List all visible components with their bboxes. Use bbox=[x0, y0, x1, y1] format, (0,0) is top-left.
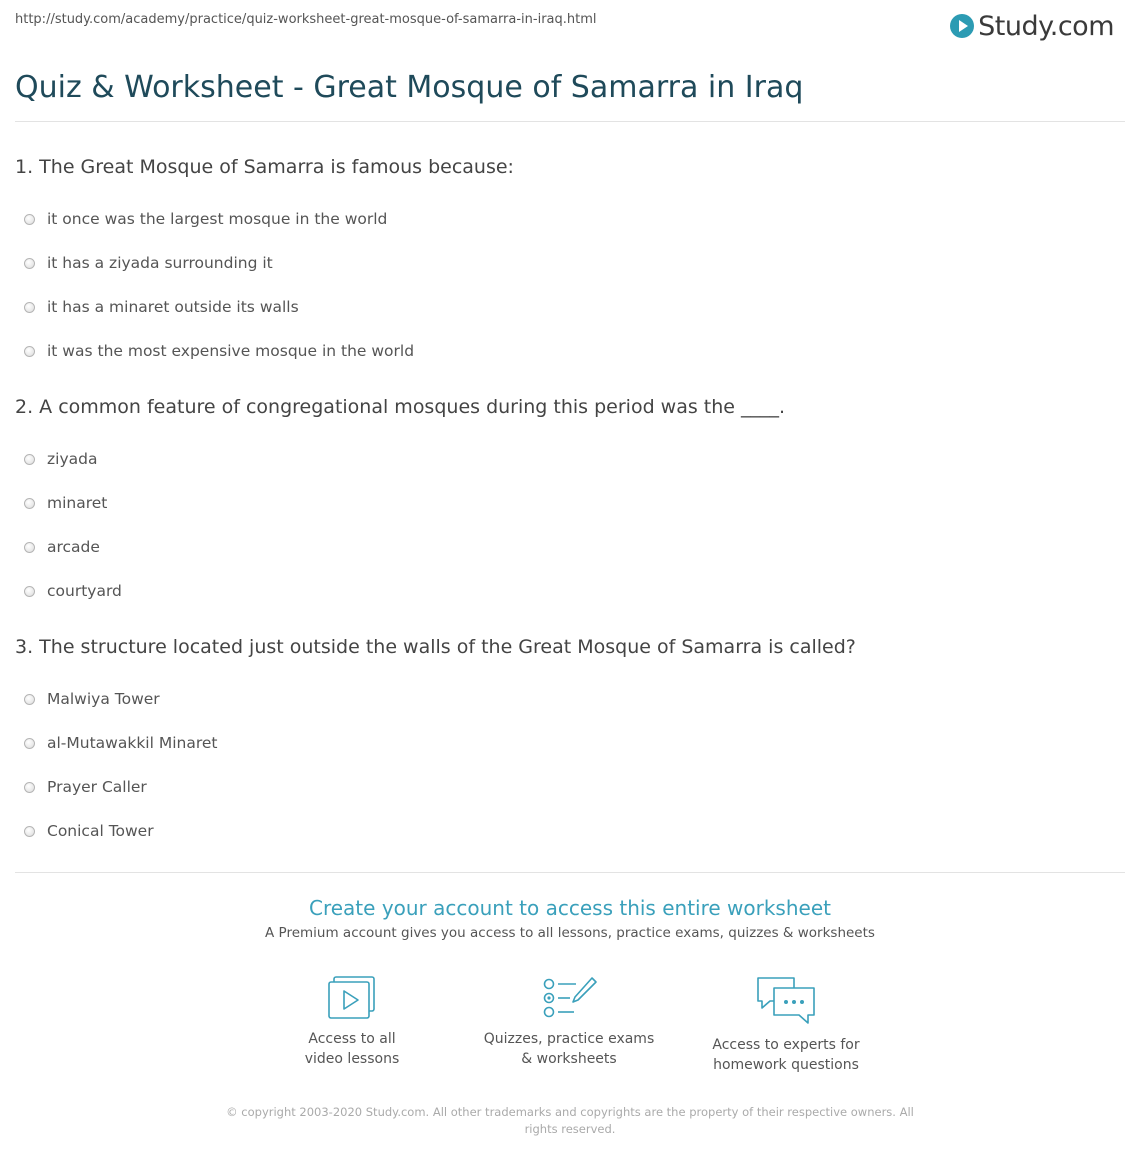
radio-button[interactable] bbox=[24, 826, 35, 837]
answer-option[interactable] bbox=[15, 197, 1125, 241]
answer-label: arcade bbox=[47, 538, 100, 556]
play-circle-icon bbox=[950, 14, 974, 38]
question-2 bbox=[15, 394, 1125, 613]
radio-button[interactable] bbox=[24, 214, 35, 225]
feature-experts bbox=[686, 975, 886, 1075]
checklist-icon bbox=[540, 975, 598, 1021]
answer-label: it once was the largest mosque in the world bbox=[47, 210, 388, 228]
answer-option[interactable] bbox=[15, 481, 1125, 525]
answer-label: it has a ziyada surrounding it bbox=[47, 254, 273, 272]
answer-label: al-Mutawakkil Minaret bbox=[47, 734, 218, 752]
title-divider bbox=[15, 121, 1125, 122]
answer-option[interactable] bbox=[15, 677, 1125, 721]
answer-option[interactable] bbox=[15, 765, 1125, 809]
answer-option[interactable] bbox=[15, 525, 1125, 569]
feature-video-lessons bbox=[252, 975, 452, 1069]
premium-features bbox=[0, 975, 1140, 1085]
question-3 bbox=[15, 634, 1125, 853]
logo-text: Study.com bbox=[978, 10, 1114, 42]
feature-label: Access to experts for homework questions bbox=[712, 1037, 860, 1073]
radio-button[interactable] bbox=[24, 738, 35, 749]
question-text: 2. A common feature of congregational mosques during this period was the ____. bbox=[15, 396, 786, 418]
answer-label: it was the most expensive mosque in the world bbox=[47, 342, 415, 360]
answer-label: Malwiya Tower bbox=[47, 690, 160, 708]
radio-button[interactable] bbox=[24, 694, 35, 705]
answer-option[interactable] bbox=[15, 809, 1125, 853]
signup-cta bbox=[0, 893, 1140, 941]
radio-button[interactable] bbox=[24, 454, 35, 465]
question-text: 3. The structure located just outside the walls of the Great Mosque of Samarra is called? bbox=[15, 636, 856, 658]
radio-button[interactable] bbox=[24, 302, 35, 313]
chat-bubbles-icon bbox=[754, 975, 818, 1027]
top-bar bbox=[0, 0, 1140, 60]
feature-label: Quizzes, practice exams & worksheets bbox=[483, 1031, 655, 1067]
answer-label: Prayer Caller bbox=[47, 778, 147, 796]
answer-option[interactable] bbox=[15, 569, 1125, 613]
answer-option[interactable] bbox=[15, 329, 1125, 373]
video-lessons-icon bbox=[326, 975, 378, 1021]
answer-label: ziyada bbox=[47, 450, 98, 468]
page-title: Quiz & Worksheet - Great Mosque of Samarra in Iraq bbox=[15, 70, 804, 105]
answer-option[interactable] bbox=[15, 241, 1125, 285]
answer-options bbox=[15, 677, 1125, 853]
radio-button[interactable] bbox=[24, 258, 35, 269]
radio-button[interactable] bbox=[24, 498, 35, 509]
cta-title[interactable]: Create your account to access this entire worksheet bbox=[309, 896, 831, 920]
feature-label: Access to all video lessons bbox=[304, 1031, 400, 1067]
answer-option[interactable] bbox=[15, 721, 1125, 765]
question-1 bbox=[15, 154, 1125, 373]
radio-button[interactable] bbox=[24, 542, 35, 553]
page-url[interactable]: http://study.com/academy/practice/quiz-worksheet-great-mosque-of-samarra-in-iraq.html bbox=[15, 12, 597, 27]
question-text: 1. The Great Mosque of Samarra is famous because: bbox=[15, 156, 514, 178]
answer-options bbox=[15, 197, 1125, 373]
copyright-text: © copyright 2003-2020 Study.com. All other trademarks and copyrights are the property of their respective owners. All rights reserved. bbox=[226, 1105, 914, 1136]
radio-button[interactable] bbox=[24, 586, 35, 597]
answer-label: it has a minaret outside its walls bbox=[47, 298, 299, 316]
content-divider bbox=[15, 872, 1125, 873]
radio-button[interactable] bbox=[24, 782, 35, 793]
answer-option[interactable] bbox=[15, 437, 1125, 481]
site-logo[interactable] bbox=[950, 6, 1114, 46]
answer-option[interactable] bbox=[15, 285, 1125, 329]
answer-label: minaret bbox=[47, 494, 108, 512]
answer-label: courtyard bbox=[47, 582, 122, 600]
answer-label: Conical Tower bbox=[47, 822, 154, 840]
answer-options bbox=[15, 437, 1125, 613]
radio-button[interactable] bbox=[24, 346, 35, 357]
feature-quizzes bbox=[469, 975, 669, 1069]
cta-subtitle: A Premium account gives you access to all lessons, practice exams, quizzes & worksheets bbox=[265, 925, 875, 941]
